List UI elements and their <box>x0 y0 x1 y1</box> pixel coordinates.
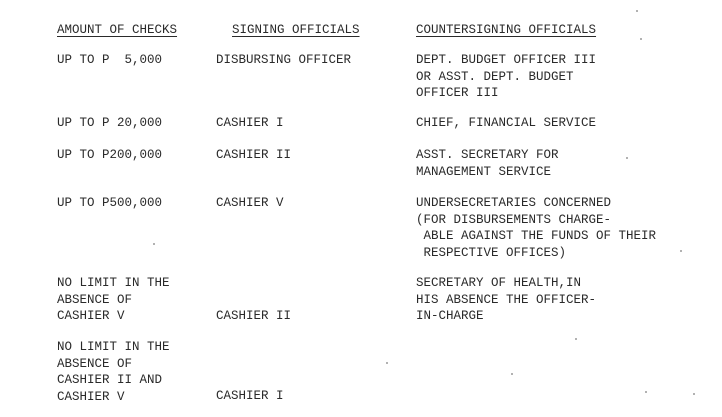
scan-speck <box>640 38 642 40</box>
amount-line: NO LIMIT IN THE <box>57 276 170 290</box>
row-5-countersigning <box>416 275 596 325</box>
scan-speck <box>693 393 695 395</box>
row-4-amount <box>57 195 162 212</box>
amount-line: CASHIER V <box>57 309 125 323</box>
countersign-line: HIS ABSENCE THE OFFICER- <box>416 292 597 307</box>
row-2-signing: CASHIER I <box>216 116 284 130</box>
row-6-amount <box>57 339 170 405</box>
row-1-countersigning <box>416 52 596 102</box>
countersign-line: SECRETARY OF HEALTH,IN <box>416 276 582 290</box>
row-2-amount <box>57 115 162 132</box>
row-3-signing: CASHIER II <box>216 148 292 162</box>
scan-speck <box>626 157 628 159</box>
countersign-line: (FOR DISBURSEMENTS CHARGE- <box>416 212 612 227</box>
countersign-line: OR ASST. DEPT. BUDGET <box>416 69 574 84</box>
row-3-amount <box>57 147 162 164</box>
row-3-countersigning <box>416 147 559 180</box>
countersign-line: ASST. SECRETARY FOR <box>416 148 559 162</box>
scan-speck <box>386 362 388 364</box>
scan-speck <box>636 10 638 12</box>
row-4-countersigning <box>416 195 656 261</box>
scan-speck <box>680 250 682 252</box>
countersign-line: CHIEF, FINANCIAL SERVICE <box>416 116 597 130</box>
countersign-line: IN-CHARGE <box>416 309 484 323</box>
header-amount-of-checks: AMOUNT OF CHECKS <box>57 23 178 37</box>
row-5-signing: CASHIER II <box>216 309 292 323</box>
countersign-line: DEPT. BUDGET OFFICER III <box>416 53 597 67</box>
amount-line: NO LIMIT IN THE <box>57 340 170 354</box>
countersign-line: ABLE AGAINST THE FUNDS OF THEIR <box>416 229 657 243</box>
amount-line: CASHIER II AND <box>57 373 163 387</box>
amount-line: UP TO P 5,000 <box>57 53 163 67</box>
header-signing-officials: SIGNING OFFICIALS <box>232 23 360 37</box>
header-countersigning-officials: COUNTERSIGNING OFFICIALS <box>416 23 597 37</box>
amount-line: ABSENCE OF <box>57 356 133 371</box>
amount-line: UP TO P200,000 <box>57 148 163 162</box>
scan-speck <box>575 338 577 340</box>
countersign-line: UNDERSECRETARIES CONCERNED <box>416 196 612 210</box>
countersign-line: RESPECTIVE OFFICES) <box>416 245 567 260</box>
scan-speck <box>511 373 513 375</box>
row-5-amount <box>57 275 170 325</box>
row-4-signing: CASHIER V <box>216 196 284 210</box>
amount-line: UP TO P500,000 <box>57 196 163 210</box>
scan-speck <box>153 243 155 245</box>
amount-line: UP TO P 20,000 <box>57 116 163 130</box>
countersign-line: MANAGEMENT SERVICE <box>416 164 552 179</box>
amount-line: ABSENCE OF <box>57 292 133 307</box>
row-1-amount <box>57 52 162 69</box>
row-1-signing: DISBURSING OFFICER <box>216 53 352 67</box>
amount-line: CASHIER V <box>57 389 125 404</box>
scan-speck <box>645 391 647 393</box>
countersign-line: OFFICER III <box>416 86 499 100</box>
row-6-signing: CASHIER I <box>216 389 284 403</box>
row-2-countersigning <box>416 115 596 132</box>
